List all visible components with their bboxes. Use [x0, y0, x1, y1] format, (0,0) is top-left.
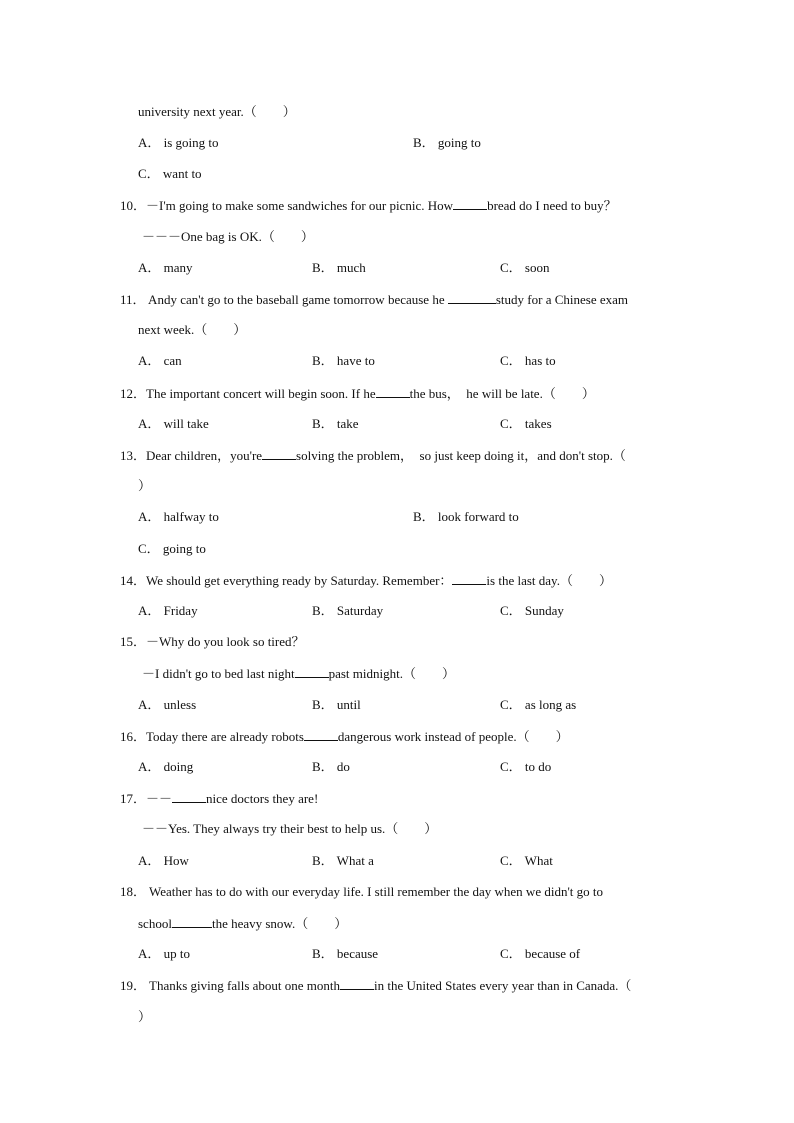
question-18-continuation-end: the heavy snow.（ ） [211, 916, 348, 931]
question-14-stem [120, 572, 612, 589]
answer-blank [295, 665, 329, 678]
question-10-stem-end: bread do I need to buy？ [487, 198, 617, 213]
question-16-stem [120, 728, 569, 745]
question-9-option-b: B． going to [413, 135, 481, 150]
answer-blank [376, 385, 410, 398]
question-15-option-a: A． unless [138, 697, 197, 712]
question-11-option-a: A． can [138, 353, 182, 368]
question-11-option-c: C． has to [500, 353, 556, 368]
question-18-continuation-start: school [138, 916, 172, 931]
question-17-response: －－Yes. They always try their best to help us.（ ） [142, 821, 438, 836]
question-12-option-c: C． takes [500, 416, 552, 431]
question-12-option-b: B． take [312, 416, 359, 431]
question-12-stem-start: 12．The important concert will begin soon. If he [120, 386, 376, 401]
question-10-stem [120, 197, 617, 214]
question-13-continuation: ） [138, 478, 152, 493]
question-13-stem-end: solving the problem， so just keep doing it，and don't stop.（ [296, 448, 626, 463]
question-9-continuation: university next year.（ ） [138, 104, 296, 119]
question-15-response [142, 665, 455, 682]
question-14-option-b: B． Saturday [312, 603, 384, 618]
question-18-option-a: A． up to [138, 946, 191, 961]
question-16-stem-start: 16．Today there are already robots [120, 729, 304, 744]
question-15-option-c: C． as long as [500, 697, 577, 712]
question-16-stem-end: dangerous work instead of people.（ ） [337, 729, 569, 744]
question-18-option-b: B． because [312, 946, 379, 961]
question-11-stem-end: study for a Chinese exam [495, 292, 628, 307]
question-10-response: －－－One bag is OK.（ ） [142, 229, 314, 244]
question-9-option-a: A． is going to [138, 135, 219, 150]
answer-blank [304, 728, 338, 741]
question-13-stem [120, 447, 626, 464]
question-10-stem-start: 10．－I'm going to make some sandwiches for our picnic. How [120, 198, 454, 213]
question-12-stem-end: the bus， he will be late.（ ） [409, 386, 595, 401]
question-14-option-c: C． Sunday [500, 603, 564, 618]
question-14-stem-start: 14．We should get everything ready by Saturday. Remember： [120, 573, 453, 588]
answer-blank [452, 572, 486, 585]
question-11-stem-start: 11． Andy can't go to the baseball game tomorrow because he [120, 292, 445, 307]
question-13-option-c: C． going to [138, 541, 206, 556]
answer-blank [453, 197, 487, 210]
answer-blank [262, 447, 296, 460]
question-12-option-a: A． will take [138, 416, 209, 431]
question-12-stem [120, 385, 595, 402]
question-15-response-end: past midnight.（ ） [328, 666, 455, 681]
question-15-response-start: －I didn't go to bed last night [142, 666, 295, 681]
question-17-stem [120, 790, 318, 807]
question-13-stem-start: 13．Dear children，you're [120, 448, 263, 463]
question-16-option-b: B． do [312, 759, 350, 774]
question-19-continuation: ） [138, 1009, 152, 1024]
answer-blank [340, 977, 374, 990]
question-11-stem [120, 291, 628, 308]
question-15-stem: 15．－Why do you look so tired？ [120, 634, 305, 649]
question-10-option-c: C． soon [500, 260, 550, 275]
question-17-stem-end: nice doctors they are! [206, 791, 319, 806]
question-19-stem-start: 19． Thanks giving falls about one month [120, 978, 341, 993]
question-18-stem: 18． Weather has to do with our everyday life. I still remember the day when we didn't go to [120, 884, 604, 899]
question-17-option-c: C． What [500, 853, 553, 868]
question-13-option-a: A． halfway to [138, 509, 219, 524]
question-17-option-b: B． What a [312, 853, 374, 868]
question-17-option-a: A． How [138, 853, 189, 868]
question-13-option-b: B． look forward to [413, 509, 519, 524]
question-18-continuation [138, 915, 347, 932]
question-16-option-c: C． to do [500, 759, 552, 774]
question-10-option-a: A． many [138, 260, 193, 275]
question-9-option-c: C． want to [138, 166, 202, 181]
question-17-stem-start: 17．－－ [120, 791, 173, 806]
question-14-stem-end: is the last day.（ ） [486, 573, 612, 588]
question-19-stem-end: in the United States every year than in Canada.（ [374, 978, 632, 993]
question-18-option-c: C． because of [500, 946, 581, 961]
question-16-option-a: A． doing [138, 759, 194, 774]
question-11-continuation: next week.（ ） [138, 322, 247, 337]
answer-blank [172, 790, 206, 803]
question-19-stem [120, 977, 631, 994]
question-11-option-b: B． have to [312, 353, 375, 368]
question-15-option-b: B． until [312, 697, 361, 712]
question-14-option-a: A． Friday [138, 603, 198, 618]
answer-blank [172, 915, 212, 928]
question-10-option-b: B． much [312, 260, 366, 275]
answer-blank [448, 291, 496, 304]
